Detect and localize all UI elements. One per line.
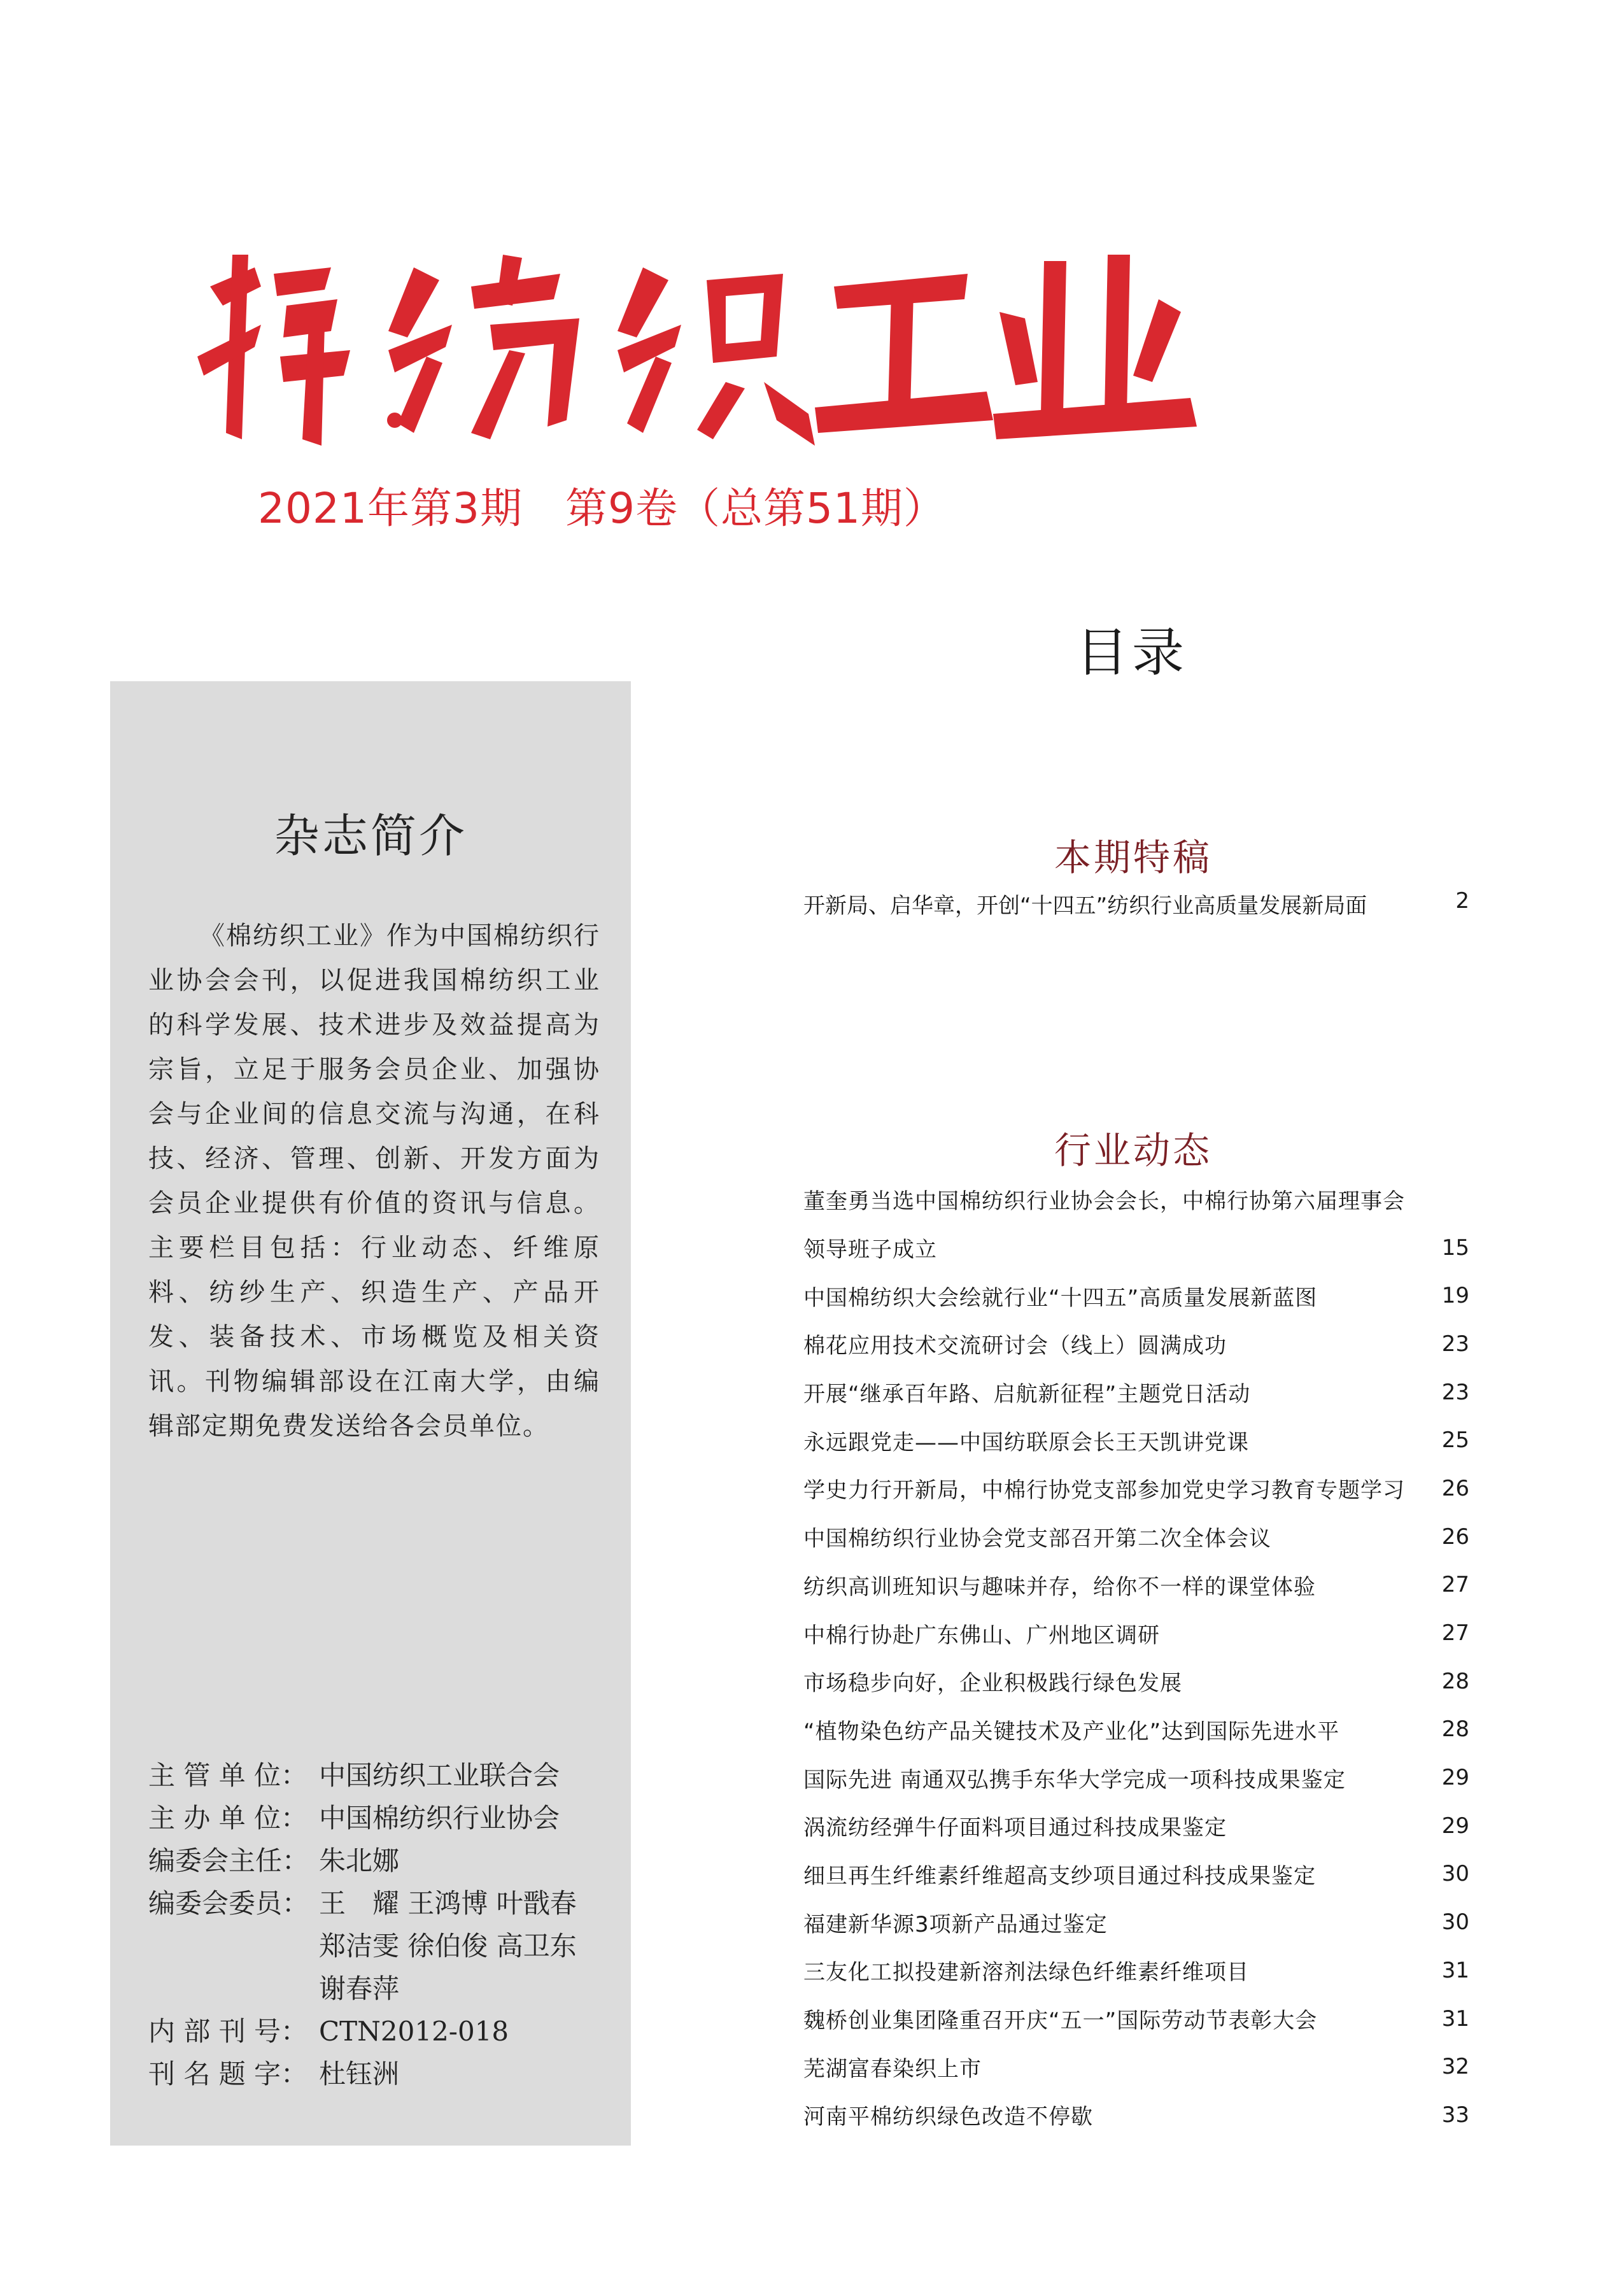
toc-item[interactable]	[803, 1898, 1469, 1946]
info-value: 中国纺织工业联合会	[319, 1760, 560, 1791]
info-row	[148, 2053, 619, 2095]
toc-item[interactable]	[803, 2042, 1469, 2091]
toc-item-title: 棉花应用技术交流研讨会（线上）圆满成功	[803, 1333, 1227, 1359]
toc-item-title: 中棉行协赴广东佛山、广州地区调研	[803, 1622, 1160, 1648]
toc-item-title: 中国棉纺织大会绘就行业“十四五”高质量发展新蓝图	[803, 1285, 1318, 1311]
intro-body: 《棉纺织工业》作为中国棉纺织行业协会会刊，以促进我国棉纺织工业的科学发展、技术进步及效益提高为宗旨，立足于服务会员企业、加强协会与企业间的信息交流与沟通，在科技、经济、管理、创新、开发方面为会员企业提供有价值的资讯与信息。主要栏目包括：行业动态、纤维原料、纺纱生产、织造生产、产品开发、装备技术、市场概览及相关资讯。刊物编辑部设在江南大学，由编辑部定期免费发送给各会员单位。	[148, 921, 600, 1441]
info-value: 郑洁雯 徐伯俊 高卫东	[319, 1930, 577, 1962]
toc-item[interactable]	[803, 1657, 1469, 1706]
toc-item[interactable]	[803, 1175, 1469, 1224]
toc-item-page: 29	[1441, 1813, 1469, 1839]
toc-item[interactable]	[803, 1609, 1469, 1657]
toc-item[interactable]	[803, 1946, 1469, 1995]
info-row	[148, 1882, 619, 1925]
toc-item-page: 27	[1441, 1572, 1469, 1598]
toc-title: 目录	[1076, 623, 1189, 683]
toc-item[interactable]	[803, 2091, 1469, 2139]
toc-item[interactable]	[803, 1368, 1469, 1417]
toc-item-page: 31	[1441, 1957, 1469, 1983]
info-value: 谢春萍	[319, 1973, 400, 2004]
info-label: 内 部 刊 号：	[148, 2016, 308, 2047]
toc-item[interactable]	[803, 1224, 1469, 1272]
toc-item-title: 中国棉纺织行业协会党支部召开第二次全体会议	[803, 1526, 1271, 1552]
toc-item-title: 涡流纺经弹牛仔面料项目通过科技成果鉴定	[803, 1815, 1227, 1841]
section-heading-special: 本期特稿	[1054, 836, 1212, 879]
info-row	[148, 2010, 619, 2053]
masthead-info	[148, 1754, 619, 2095]
toc-item[interactable]	[803, 1706, 1469, 1754]
toc-item-title: 市场稳步向好，企业积极践行绿色发展	[803, 1671, 1182, 1697]
intro-panel	[110, 681, 631, 2146]
info-row	[148, 1797, 619, 1839]
toc-item-page: 28	[1441, 1668, 1469, 1694]
toc-item-page: 31	[1441, 2006, 1469, 2032]
toc-item-page: 27	[1441, 1620, 1469, 1646]
toc-item-title: 董奎勇当选中国棉纺织行业协会会长，中棉行协第六届理事会	[803, 1189, 1405, 1215]
toc-item-title: 学史力行开新局，中棉行协党支部参加党史学习教育专题学习	[803, 1478, 1405, 1504]
toc-item-page: 19	[1441, 1283, 1469, 1309]
toc-item-page: 23	[1441, 1379, 1469, 1405]
toc-item-page: 28	[1441, 1716, 1469, 1743]
info-row	[148, 1967, 619, 2010]
toc-item-title: 福建新华源3项新产品通过鉴定	[803, 1911, 1108, 1937]
info-label: 主 办 单 位：	[148, 1802, 308, 1834]
toc-item[interactable]	[803, 888, 1469, 919]
toc-item-page: 15	[1441, 1235, 1469, 1261]
info-row	[148, 1754, 619, 1797]
info-label: 刊 名 题 字：	[148, 2058, 308, 2090]
toc-item[interactable]	[803, 1320, 1469, 1368]
toc-item-page: 30	[1441, 1861, 1469, 1887]
toc-item-page: 25	[1441, 1427, 1469, 1454]
toc-list	[803, 1175, 1469, 2139]
toc-item-title: 三友化工拟投建新溶剂法绿色纤维素纤维项目	[803, 1960, 1249, 1986]
info-value: CTN2012-018	[319, 2016, 509, 2047]
intro-heading: 杂志简介	[273, 809, 467, 863]
info-value: 朱北娜	[319, 1845, 400, 1876]
toc-item-title: “植物染色纺产品关键技术及产业化”达到国际先进水平	[803, 1718, 1340, 1744]
toc-item[interactable]	[803, 1753, 1469, 1802]
info-value: 中国棉纺织行业协会	[319, 1802, 560, 1834]
section-heading-news: 行业动态	[1054, 1129, 1212, 1172]
info-value: 杜钰洲	[319, 2058, 400, 2090]
toc-item-title: 河南平棉纺织绿色改造不停歇	[803, 2104, 1093, 2130]
toc-item[interactable]	[803, 1271, 1469, 1320]
info-row	[148, 1925, 619, 1967]
masthead-logo	[172, 229, 1203, 458]
issue-number: 2021年第3期 第9卷（总第51期）	[258, 484, 946, 533]
toc-item[interactable]	[803, 1513, 1469, 1561]
toc-item[interactable]	[803, 1464, 1469, 1513]
toc-item-page: 26	[1441, 1524, 1469, 1550]
toc-item-title: 国际先进 南通双弘携手东华大学完成一项科技成果鉴定	[803, 1767, 1346, 1793]
toc-item-title: 永远跟党走——中国纺联原会长王天凯讲党课	[803, 1429, 1249, 1455]
info-value: 王 耀 王鸿博 叶戬春	[319, 1888, 577, 1919]
toc-item-page: 30	[1441, 1909, 1469, 1935]
info-label	[148, 1925, 319, 1967]
info-label: 编委会委员：	[148, 1888, 309, 1919]
toc-item-page: 23	[1441, 1331, 1469, 1357]
toc-item[interactable]	[803, 1995, 1469, 2043]
toc-item-page: 29	[1441, 1765, 1469, 1791]
info-label: 编委会主任：	[148, 1845, 309, 1876]
info-label	[148, 1967, 319, 2010]
info-row	[148, 1839, 619, 1882]
toc-item[interactable]	[803, 1850, 1469, 1899]
toc-item-page: 33	[1441, 2102, 1469, 2128]
toc-item-page: 32	[1441, 2054, 1469, 2080]
toc-item-title: 开展“继承百年路、启航新征程”主题党日活动	[803, 1382, 1251, 1408]
toc-item-page: 26	[1441, 1475, 1469, 1501]
toc-item[interactable]	[803, 1802, 1469, 1850]
toc-item-title: 细旦再生纤维素纤维超高支纱项目通过科技成果鉴定	[803, 1863, 1316, 1889]
toc-item-title: 纺织高训班知识与趣味并存，给你不一样的课堂体验	[803, 1574, 1316, 1600]
toc-item-title: 芜湖富春染织上市	[803, 2056, 982, 2082]
toc-item[interactable]	[803, 1416, 1469, 1464]
toc-item-title: 开新局、启华章，开创“十四五”纺织行业高质量发展新局面	[803, 893, 1367, 919]
toc-item[interactable]	[803, 1561, 1469, 1609]
toc-item-title: 领导班子成立	[803, 1237, 937, 1263]
info-label: 主 管 单 位：	[148, 1760, 308, 1791]
toc-item-page: 2	[1455, 888, 1469, 914]
calligraphy-logo	[172, 229, 1203, 458]
toc-item-title: 魏桥创业集团隆重召开庆“五一”国际劳动节表彰大会	[803, 2008, 1318, 2034]
